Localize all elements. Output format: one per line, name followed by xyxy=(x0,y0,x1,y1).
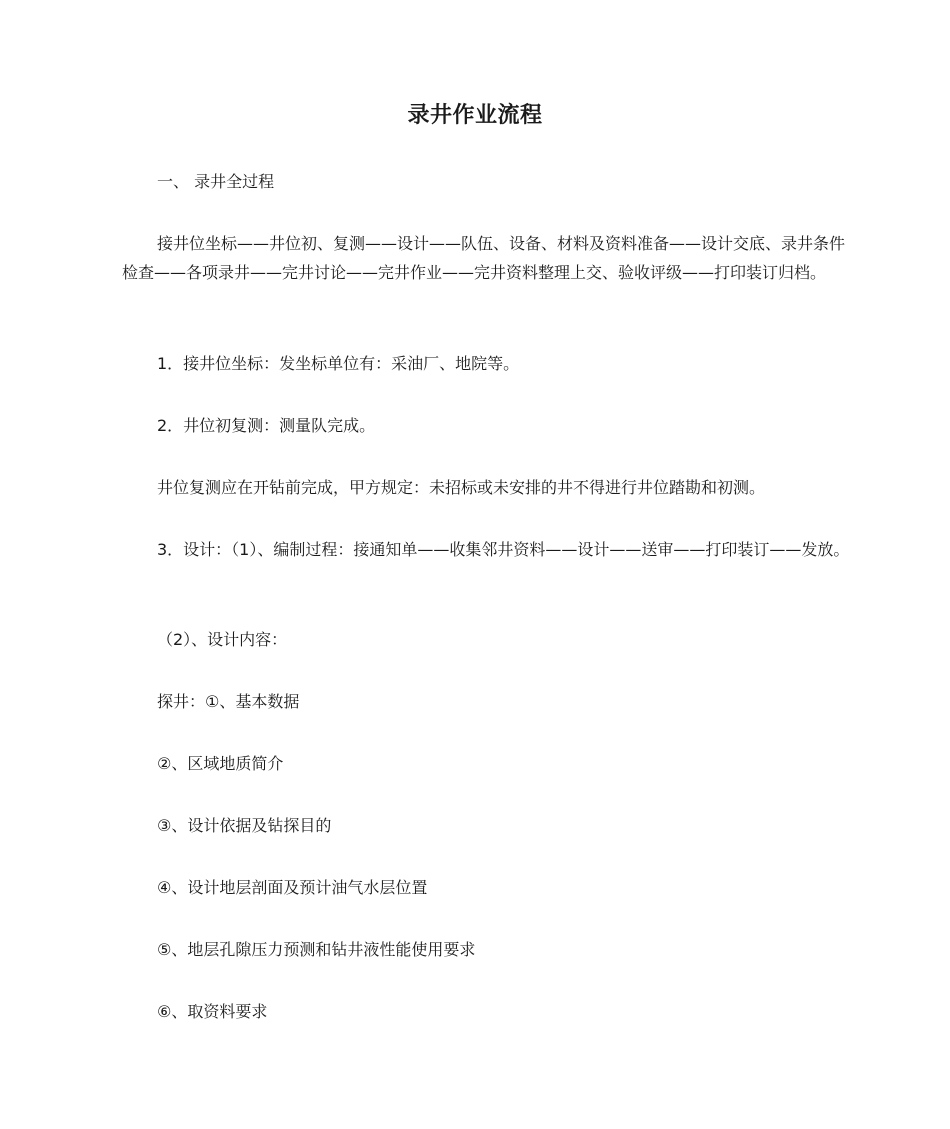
design-content-item: ③、设计依据及钻探目的 xyxy=(157,816,332,835)
overview-paragraph: 接井位坐标——井位初、复测——设计——队伍、设备、材料及资料准备——设计交底、录井条件检查——各项录井——完井讨论——完井作业——完井资料整理上交、验收评级——打印装订归档。 xyxy=(122,234,846,282)
design-content-item: ⑥、取资料要求 xyxy=(157,1002,268,1021)
design-content-item: ②、区域地质简介 xyxy=(157,754,284,773)
design-content-item: ④、设计地层剖面及预计油气水层位置 xyxy=(157,878,428,897)
step-1: 1．接井位坐标：发坐标单位有：采油厂、地院等。 xyxy=(157,354,520,373)
step-2-note: 井位复测应在开钻前完成，甲方规定：未招标或未安排的井不得进行井位踏勘和初测。 xyxy=(157,478,766,497)
design-content-item: 探井：①、基本数据 xyxy=(157,692,300,711)
step-3-sub-2: （2）、设计内容： xyxy=(157,630,288,649)
document-title: 录井作业流程 xyxy=(407,103,543,128)
design-content-item: ⑤、地层孔隙压力预测和钻井液性能使用要求 xyxy=(157,940,476,959)
step-2: 2．井位初复测：测量队完成。 xyxy=(157,416,376,435)
step-3: 3．设计：（1）、编制过程：接通知单——收集邻井资料——设计——送审——打印装订——发放。 xyxy=(157,540,850,559)
section-heading: 一、 录井全过程 xyxy=(157,172,275,191)
